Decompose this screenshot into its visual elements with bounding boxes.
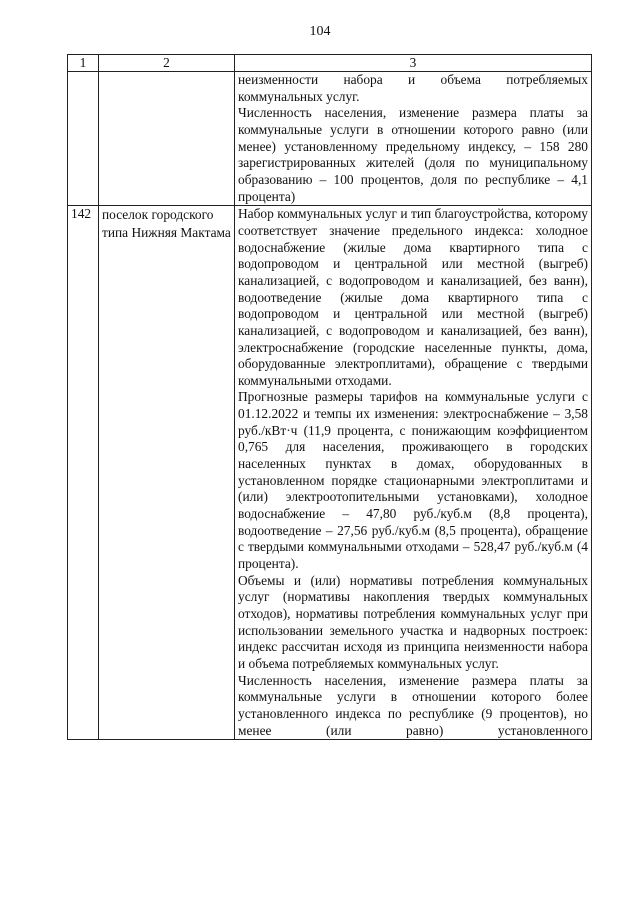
paragraph: Набор коммунальных услуг и тип благоустройства, которому соответствует значение предельного индекса: холодное водоснабжение (жилые дома квартирного типа с водопроводом и центральной или местной (выгреб) канализацией, с водопроводом и канализацией, без ванн), водоотведение (жилые дома квартирного типа с водопроводом и центральной или местной (выгреб) канализацией, с водопроводом и канализацией, без ванн), электроснабжение (городские населенные пункты, дома, оборудованные электроплитами), обращение с твердыми коммунальными отходами. <box>238 206 588 388</box>
header-col-2: 2 <box>99 55 235 72</box>
table-header-row <box>68 55 592 72</box>
paragraph: Численность населения, изменение размера платы за коммунальные услуги в отношении которого равно (или менее) установленному предельному индексу, – 158 280 зарегистрированных жителей (доля по муниципальному образованию – 100 процентов, доля по республике – 4,1 процента) <box>238 105 588 204</box>
row-number: 142 <box>68 206 99 740</box>
municipality-name <box>99 72 235 206</box>
row-description <box>235 72 592 206</box>
paragraph: неизменности набора и объема потребляемых коммунальных услуг. <box>238 72 588 104</box>
paragraph: Прогнозные размеры тарифов на коммунальные услуги с 01.12.2022 и темпы их изменения: электроснабжение – 3,58 руб./кВт·ч (11,9 процента, с понижающим коэффициентом 0,765 для населения, проживающего в городских населенных пунктах в домах, оборудованных в установленном порядке стационарными электроплитами и (или) электроотопительными установками), холодное водоснабжение – 47,80 руб./куб.м (8,8 процента), водоотведение – 27,56 руб./куб.м (8,5 процента), обращение с твердыми коммунальными отходами – 528,47 руб./куб.м (4 процента). <box>238 389 588 572</box>
tariff-table <box>67 54 592 740</box>
table-row-142 <box>68 206 592 740</box>
paragraph: Объемы и (или) нормативы потребления коммунальных услуг (нормативы накопления твердых коммунальных отходов), нормативы потребления коммунальных услуг при использовании земельного участка и надворных построек: индекс рассчитан исходя из принципа неизменности набора и объема потребляемых коммунальных услуг. <box>238 572 588 671</box>
header-col-1: 1 <box>68 55 99 72</box>
header-col-3: 3 <box>235 55 592 72</box>
row-description <box>235 206 592 740</box>
page-number: 104 <box>309 24 331 39</box>
table-row-continued <box>68 72 592 206</box>
municipality-name: поселок городского типа Нижняя Мактама <box>99 206 235 740</box>
paragraph: Численность населения, изменение размера платы за коммунальные услуги в отношении которого более установленного индекса по республике (9 процентов), но менее (или равно) установленного <box>238 672 588 738</box>
row-number <box>68 72 99 206</box>
